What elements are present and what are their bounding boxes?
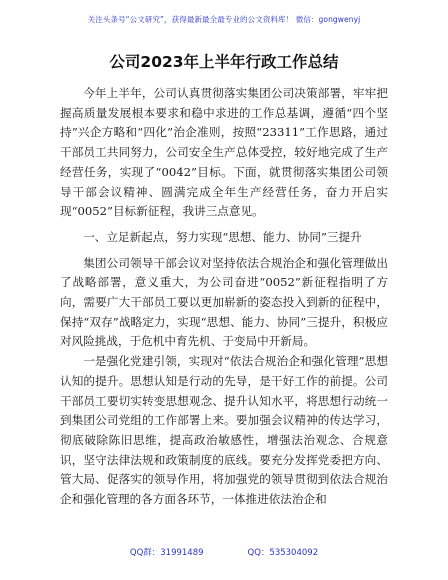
section-heading-1: 一、立足新起点，努力实现“思想、能力、协同”三提升	[83, 229, 362, 244]
page-footer	[0, 546, 448, 558]
body-paragraph: 集团公司领导干部会议对坚持依法合规治企和强化管理做出了战略部署，意义重大，为公司奋进“0052”新征程指明了方向，需要广大干部员工要以更加崭新的姿态投入到新的征程中，保持“双存”战略定力，实现“思想、能力、协同”三提升，积极应对风险挑战，于危机中育先机、于变局中开新局。	[60, 255, 388, 349]
document-body	[60, 84, 388, 510]
qq-text: QQ：535304092	[247, 548, 319, 558]
document-title: 公司2023年上半年行政工作总结	[109, 53, 339, 71]
promo-banner: 关注头条号“公文研究”，获得最新最全最专业的公文资料库！ 微信：gongwenyj	[87, 15, 361, 24]
body-paragraph: 一是强化党建引领，实现对“依法合规治企和强化管理”思想认知的提升。思想认知是行动的先导，是干好工作的前提。公司干部员工要切实转变思想观念、提升认知水平，将思想行动统一到集团公司党组的工作部署上来。要加强会议精神的传达学习，彻底破除陈旧思维，提高政治敏感性，增强法治观念、合规意识，坚守法律法规和政策制度的底线。要充分发挥党委把方向、管大局、促落实的领导作用，将加强党的领导贯彻到依法合规治企和强化管理的各方面各环节，一体推进依法治企和	[60, 354, 388, 507]
qq-group-text: QQ群：31991489	[129, 548, 204, 558]
intro-paragraph: 今年上半年，公司认真贯彻落实集团公司决策部署，牢牢把握高质量发展根本要求和稳中求进的工作总基调，遵循“四个坚持”兴企方略和“四化”治企准则，按照“23311”工作思路，通过干部员工共同努力，公司安全生产总体受控，较好地完成了生产经营任务，实现了“0042”目标。下面，就贯彻落实集团公司领导干部会议精神、圆满完成全年生产经营任务，奋力开启实现“0052”目标新征程，我讲三点意见。	[60, 86, 388, 219]
